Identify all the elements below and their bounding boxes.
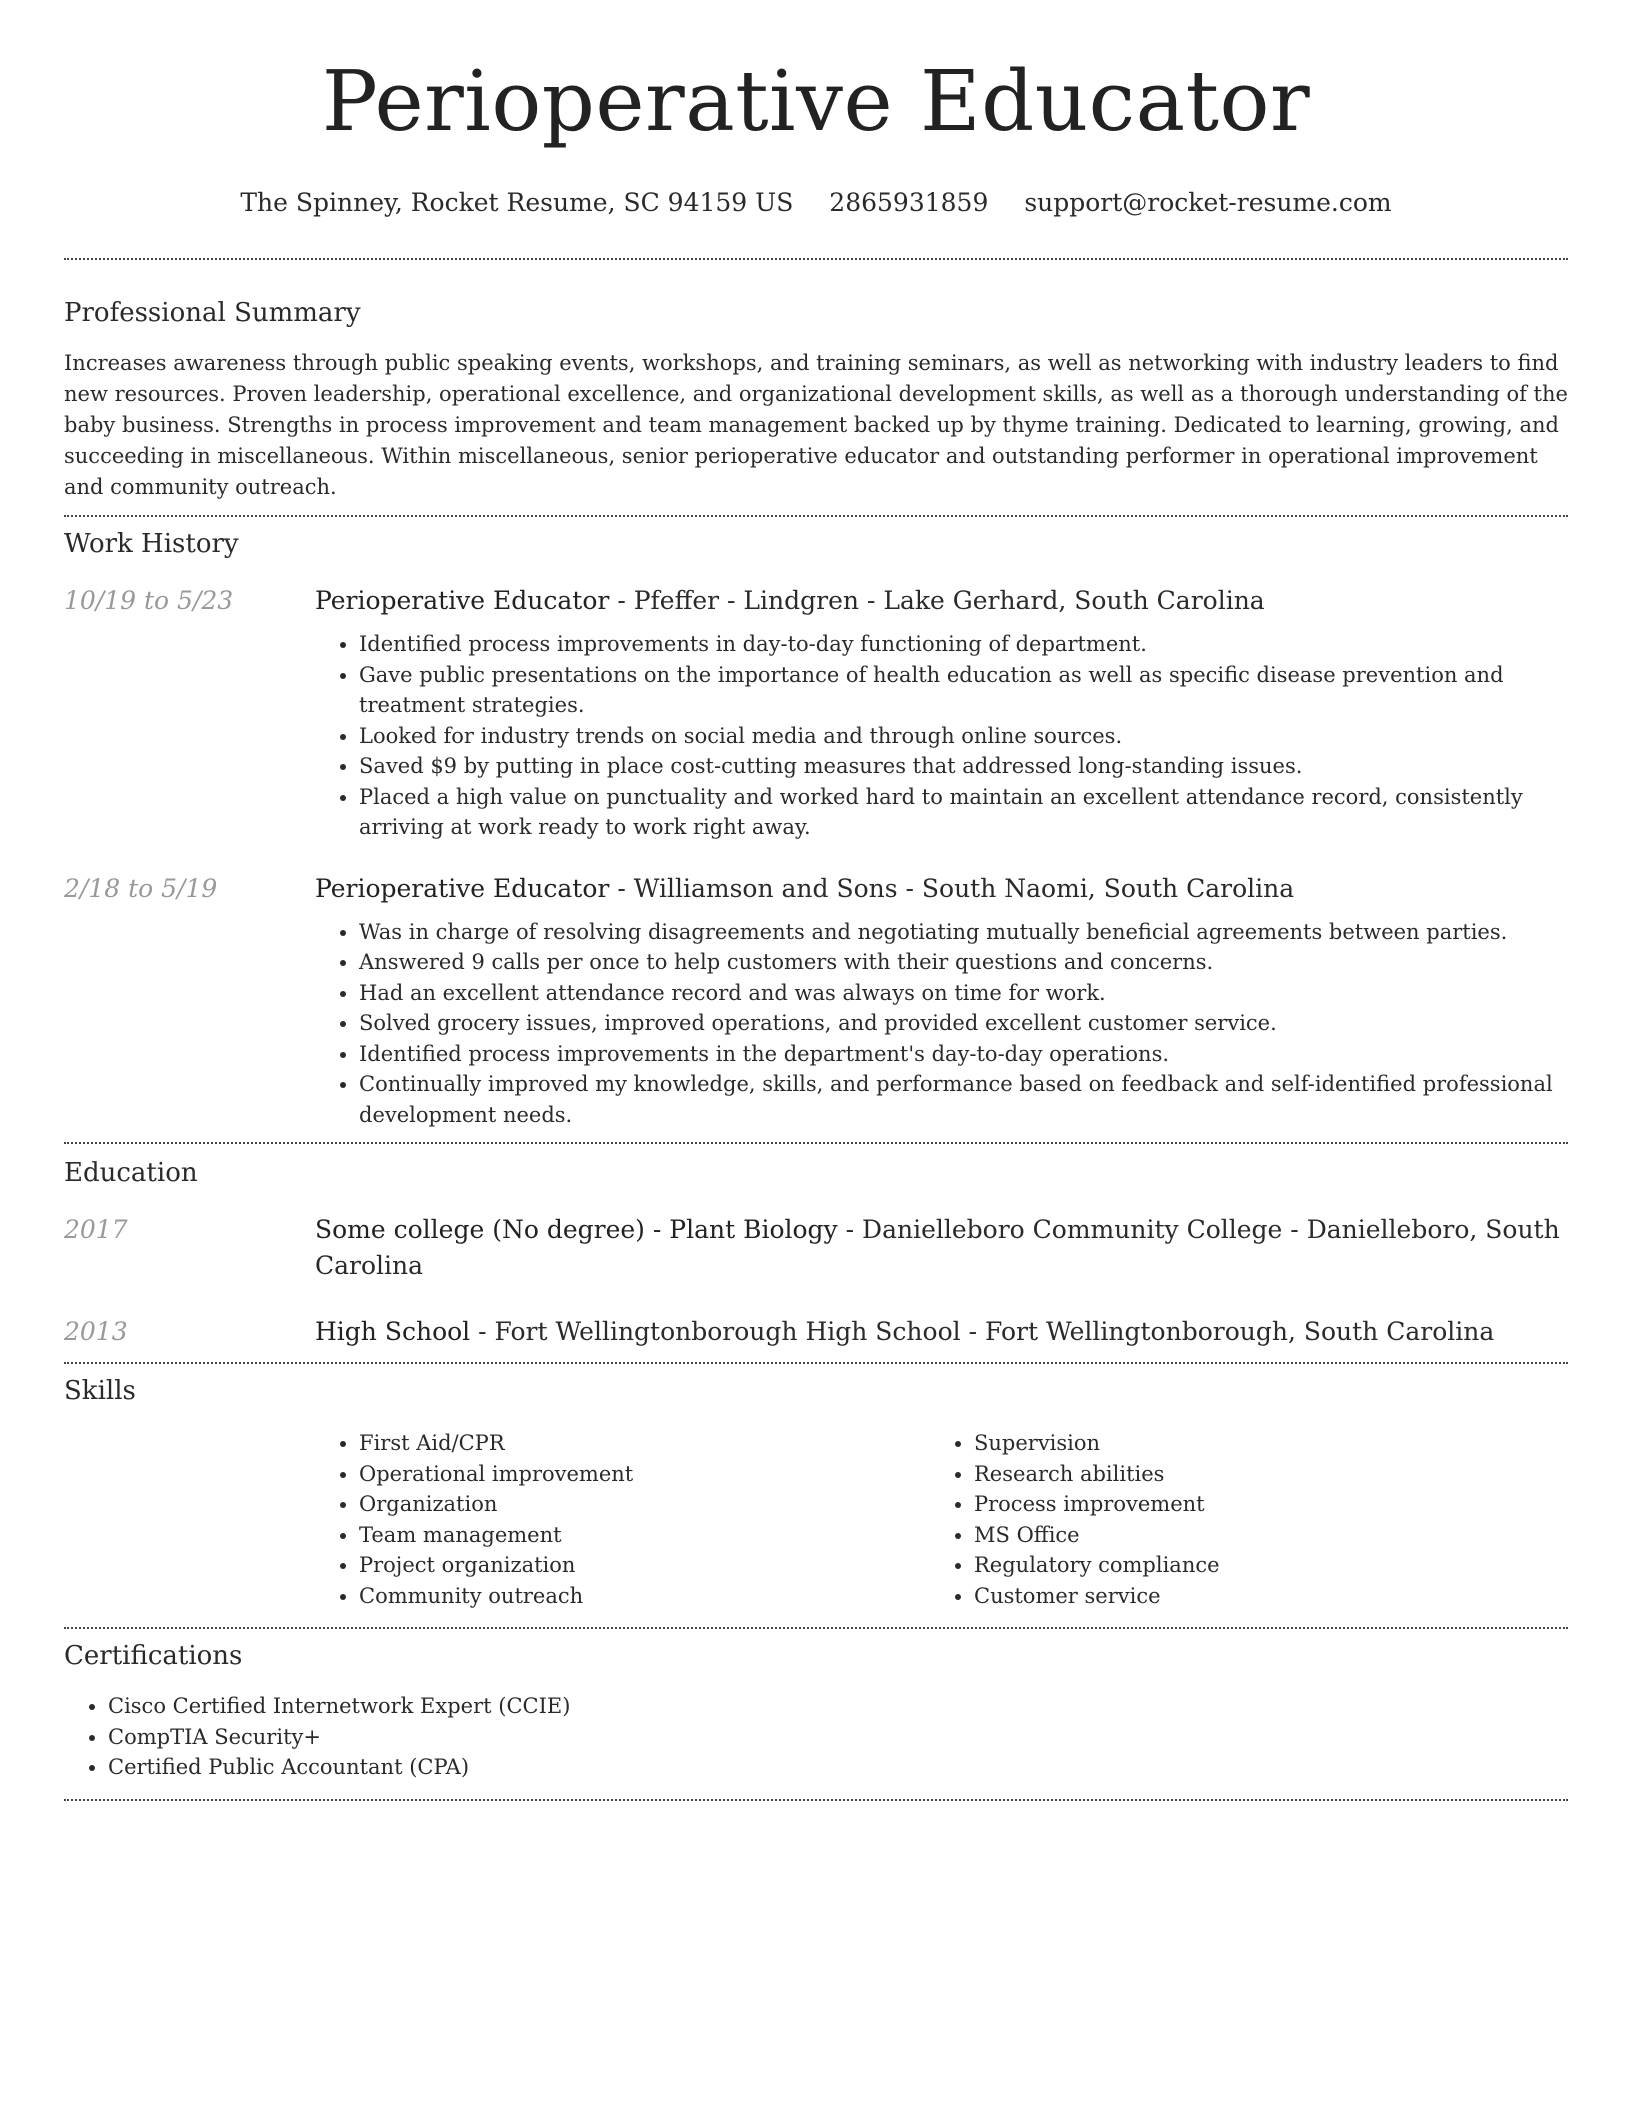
list-item: • Community outreach — [359, 1581, 930, 1612]
contact-phone: 2865931859 — [829, 188, 989, 217]
education-entry — [64, 1212, 1568, 1284]
list-item: • Placed a high value on punctuality and worked hard to maintain an excellent attendance record, consistently arriving at work ready to work right away. — [359, 782, 1568, 843]
section-divider — [64, 258, 1568, 260]
education-header — [315, 1314, 1568, 1350]
list-item: • Answered 9 calls per once to help customers with their questions and concerns. — [359, 947, 1568, 978]
separator: - — [1282, 1215, 1307, 1244]
separator: - — [609, 586, 634, 615]
skills-column-right — [930, 1428, 1545, 1611]
summary-section — [64, 296, 1568, 503]
education-location: Danielleboro, South Carolina — [315, 1215, 1560, 1280]
separator: - — [837, 1215, 863, 1244]
job-location: South Naomi, South Carolina — [921, 873, 1295, 903]
job-header — [315, 583, 1568, 619]
section-divider — [64, 1799, 1568, 1801]
education-school: Fort Wellingtonborough High School — [494, 1317, 961, 1346]
skills-section — [64, 1374, 1568, 1611]
contact-line — [64, 186, 1568, 220]
list-item: • Research abilities — [974, 1459, 1545, 1490]
education-location: Fort Wellingtonborough, South Carolina — [984, 1317, 1495, 1346]
list-item: • Project organization — [359, 1550, 930, 1581]
certifications-section — [64, 1639, 1568, 1783]
job-dates: 2/18 to 5/19 — [64, 873, 218, 903]
contact-email[interactable]: support@rocket-resume.com — [1024, 188, 1392, 217]
list-item: • Looked for industry trends on social media and through online sources. — [359, 721, 1568, 752]
job-bullets — [315, 917, 1568, 1131]
summary-text: Increases awareness through public speaking events, workshops, and training seminars, as well as networking with industry leaders to find new resources. Proven leadership, operational excellence, and organizational development skills, as well as a thorough understanding of the baby business. Strengths in process improvement and team management backed up by thyme training. Dedicated to learning, growing, and succeeding in miscellaneous. Within miscellaneous, senior perioperative educator and outstanding performer in operational improvement and community outreach. — [64, 351, 1568, 499]
job-company: Williamson and Sons — [633, 873, 898, 903]
section-divider — [64, 1142, 1568, 1144]
education-heading: Education — [64, 1158, 198, 1188]
separator: - — [897, 873, 922, 903]
certifications-list — [64, 1691, 1568, 1783]
list-item: • Cisco Certified Internetwork Expert (CCIE) — [108, 1691, 1568, 1722]
certifications-heading: Certifications — [64, 1641, 243, 1671]
list-item: • First Aid/CPR — [359, 1428, 930, 1459]
list-item: • Organization — [359, 1489, 930, 1520]
education-school: Danielleboro Community College — [862, 1215, 1283, 1244]
list-item: • Identified process improvements in day-to-day functioning of department. — [359, 629, 1568, 660]
education-entry — [64, 1314, 1568, 1350]
education-year: 2017 — [64, 1215, 128, 1244]
education-year: 2013 — [64, 1317, 128, 1346]
job-bullets — [315, 629, 1568, 843]
list-item: • Supervision — [974, 1428, 1545, 1459]
list-item: • Saved $9 by putting in place cost-cutting measures that addressed long-standing issues. — [359, 751, 1568, 782]
contact-address: The Spinney, Rocket Resume, SC 94159 US — [240, 188, 794, 217]
list-item: • MS Office — [974, 1520, 1545, 1551]
list-item: • Process improvement — [974, 1489, 1545, 1520]
list-item: • Had an excellent attendance record and was always on time for work. — [359, 978, 1568, 1009]
job-header — [315, 871, 1568, 907]
list-item: • Was in charge of resolving disagreements and negotiating mutually beneficial agreements between parties. — [359, 917, 1568, 948]
separator: - — [960, 1317, 985, 1346]
job-role: Perioperative Educator — [315, 586, 610, 615]
separator: - — [609, 873, 634, 903]
skills-column-left — [315, 1428, 930, 1611]
education-section — [64, 1156, 1568, 1350]
education-degree: High School — [315, 1317, 471, 1346]
work-history-heading: Work History — [64, 529, 239, 559]
list-item: • Certified Public Accountant (CPA) — [108, 1752, 1568, 1783]
job-dates: 10/19 to 5/23 — [64, 586, 234, 615]
education-degree: Some college (No degree) - Plant Biology — [315, 1215, 838, 1244]
list-item: • Operational improvement — [359, 1459, 930, 1490]
job-entry — [64, 871, 1568, 1131]
separator: - — [470, 1317, 495, 1346]
separator: - — [859, 586, 884, 615]
list-item: • CompTIA Security+ — [108, 1722, 1568, 1753]
list-item: • Team management — [359, 1520, 930, 1551]
section-divider — [64, 1362, 1568, 1364]
job-location: Lake Gerhard, South Carolina — [883, 586, 1265, 615]
job-entry — [64, 583, 1568, 843]
list-item: • Solved grocery issues, improved operations, and provided excellent customer service. — [359, 1008, 1568, 1039]
skills-grid — [315, 1428, 1568, 1611]
job-company: Pfeffer - Lindgren — [633, 586, 859, 615]
work-history-section — [64, 527, 1568, 1130]
section-divider — [64, 1627, 1568, 1629]
resume-name: Perioperative Educator — [321, 53, 1311, 150]
education-header — [315, 1212, 1568, 1284]
list-item: • Identified process improvements in the department's day-to-day operations. — [359, 1039, 1568, 1070]
skills-heading: Skills — [64, 1376, 136, 1406]
list-item: • Customer service — [974, 1581, 1545, 1612]
summary-heading: Professional Summary — [64, 298, 361, 328]
section-divider — [64, 515, 1568, 517]
list-item: • Continually improved my knowledge, skills, and performance based on feedback and self-identified professional development needs. — [359, 1069, 1568, 1130]
job-role: Perioperative Educator — [315, 873, 610, 903]
list-item: • Regulatory compliance — [974, 1550, 1545, 1581]
list-item: • Gave public presentations on the importance of health education as well as specific disease prevention and treatment strategies. — [359, 660, 1568, 721]
